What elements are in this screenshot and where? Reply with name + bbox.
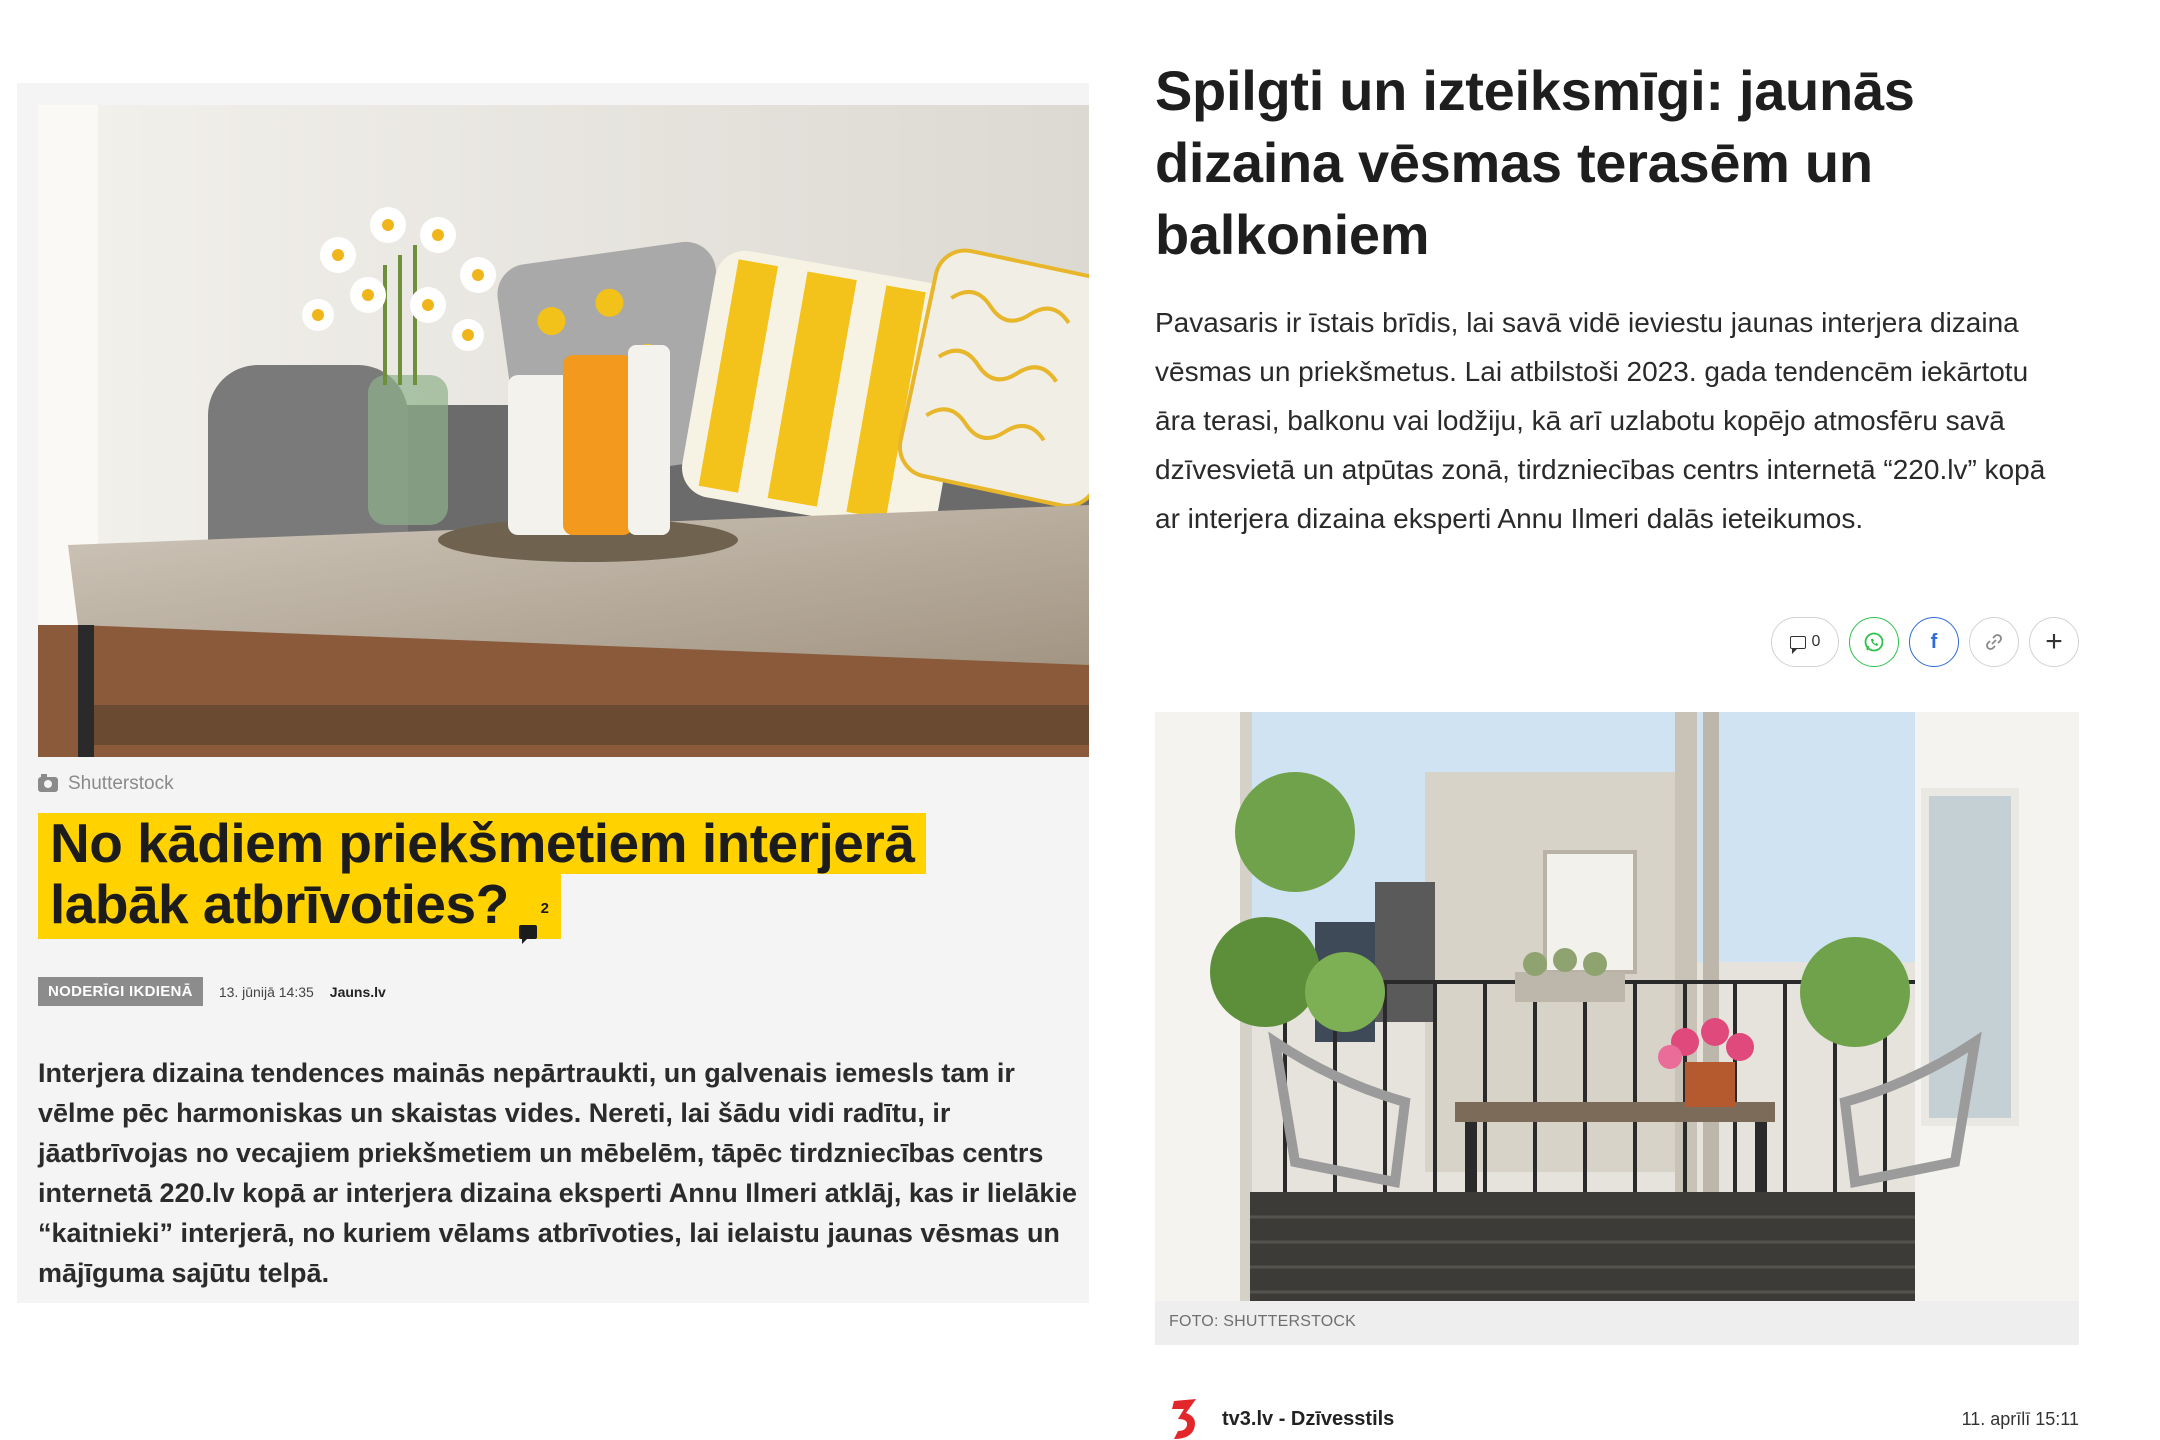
- right-article-title[interactable]: Spilgti un izteiksmīgi: jaunās dizaina vēsmas terasēm un balkoniem: [1155, 59, 1915, 266]
- left-headline[interactable]: [38, 813, 1038, 939]
- comments-count: 0: [1811, 633, 1821, 650]
- whatsapp-share-button[interactable]: [1849, 617, 1899, 667]
- copy-link-button[interactable]: [1969, 617, 2019, 667]
- article-date: 13. jūnijā 14:35: [218, 983, 314, 1000]
- headline-line-2[interactable]: labāk atbrīvoties?: [50, 873, 509, 935]
- footer-source[interactable]: tv3.lv - Dzīvesstils: [1222, 1407, 1395, 1430]
- right-article-lead: Pavasaris ir īstais brīdis, lai savā vidē ieviestu jaunas interjera dizaina vēsmas un priekšmetus. Lai atbilstoši 2023. gada tendencēm iekārtotu āra terasi, balkonu vai lodžiju, kā arī uzlabotu kopējo atmosfēru savā dzīvesvietā un atpūtas zonā, tirdzniecības centrs internetā “220.lv” kopā ar interjera dizaina eksperti Annu Ilmeri dalās ieteikumos.: [1155, 307, 2046, 534]
- left-article-card[interactable]: [17, 83, 1089, 1303]
- link-icon: [1984, 632, 2004, 652]
- article-source[interactable]: Jauns.lv: [329, 983, 386, 1000]
- facebook-share-button[interactable]: [1909, 617, 1959, 667]
- living-room-photo[interactable]: [38, 105, 1089, 757]
- comments-button[interactable]: [1771, 617, 1839, 667]
- headline-comment-count[interactable]: [519, 878, 549, 939]
- balcony-photo[interactable]: [1155, 712, 2079, 1301]
- headline-line-1[interactable]: No kādiem priekšmetiem interjerā: [38, 813, 926, 874]
- camera-icon: [38, 777, 58, 792]
- headline-line-2-wrap[interactable]: [38, 874, 561, 939]
- whatsapp-icon: [1863, 631, 1885, 653]
- article-footer: [1170, 1395, 2079, 1440]
- share-toolbar: [1771, 617, 2079, 667]
- comment-icon: [1790, 636, 1806, 649]
- footer-date: 11. aprīlī 15:11: [1961, 1408, 2079, 1429]
- facebook-icon: f: [1930, 630, 1938, 653]
- balcony-illustration: [1155, 712, 2079, 1301]
- left-article-lead: Interjera dizaina tendences mainās nepārtraukti, un galvenais iemesls tam ir vēlme pēc harmoniskas un skaistas vides. Nereti, lai šādu vidi radītu, ir jāatbrīvojas no vecajiem priekšmetiem un mēbelēm, tāpēc tirdzniecības centrs internetā 220.lv kopā ar interjera dizaina eksperti Annu Ilmeri atklāj, kas ir lielākie “kaitnieki” interjerā, no kuriem vēlams atbrīvoties, lai ielaistu jaunas vēsmas un mājīguma sajūtu telpā.: [38, 1058, 1077, 1288]
- category-badge[interactable]: NODERĪGI IKDIENĀ: [38, 977, 203, 1006]
- comment-icon: [519, 925, 537, 939]
- headline-comment-number: 2: [540, 899, 549, 917]
- plus-icon: +: [2045, 625, 2063, 658]
- photo-credit: [38, 770, 174, 798]
- living-room-illustration: [38, 105, 1089, 757]
- tv3-logo[interactable]: [1170, 1397, 1200, 1440]
- photo-credit-text: Shutterstock: [68, 773, 174, 794]
- more-share-button[interactable]: [2029, 617, 2079, 667]
- photo-caption: FOTO: SHUTTERSTOCK: [1155, 1301, 2079, 1345]
- left-meta-row: [38, 977, 386, 1006]
